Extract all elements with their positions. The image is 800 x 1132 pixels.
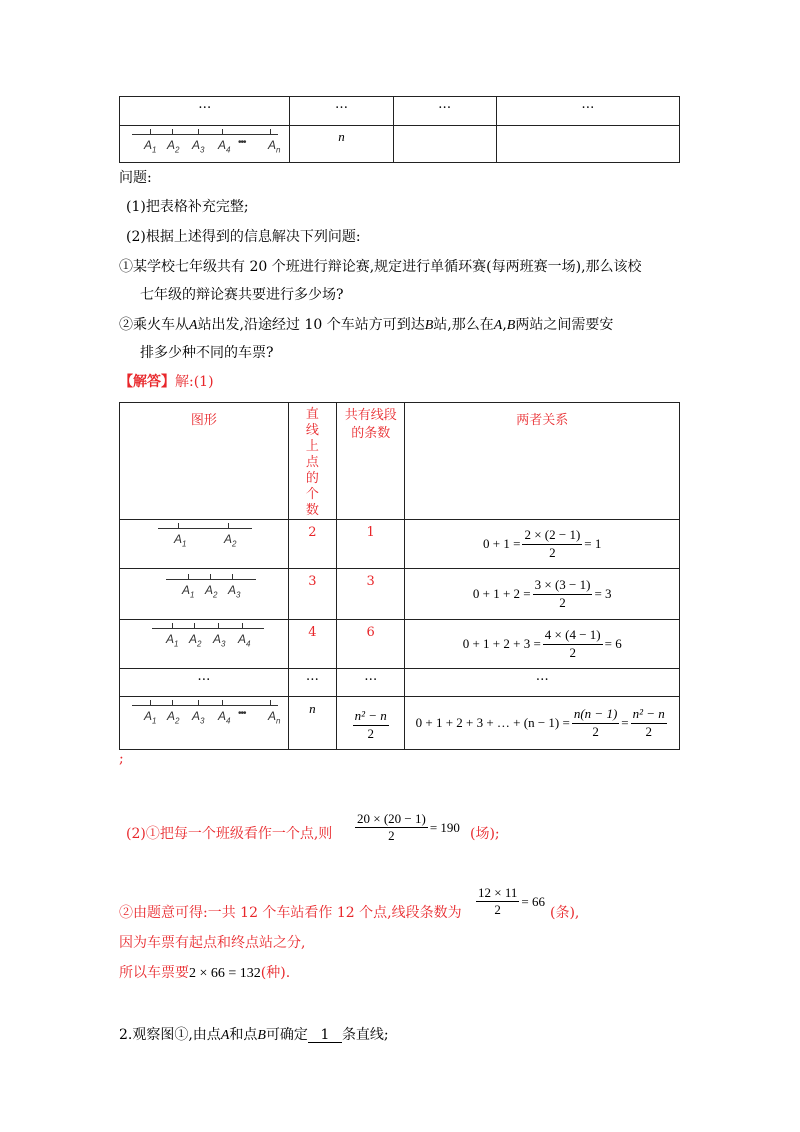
answer-part3-text: ②由题意可得:一共 12 个车站看作 12 个点,线段条数为 (119, 905, 462, 921)
header-segments: 共有线段 的条数 (336, 403, 404, 520)
answer-label-2: 解:(1) (175, 374, 214, 390)
table-cell (290, 126, 393, 163)
ellipsis-text: … (334, 97, 348, 112)
table-cell (496, 126, 679, 163)
header-points: 直 线 上 点 的 个 数 (288, 403, 336, 520)
answer-part3-unit: (条), (550, 905, 580, 921)
table-row (120, 697, 680, 750)
answer-part2-unit: (场); (470, 826, 500, 842)
answer-label: 【解答】 (119, 374, 175, 390)
ellipsis-text: … (438, 97, 452, 112)
ellipsis-text: … (198, 97, 212, 112)
top-table (119, 96, 680, 163)
figure-2-points: $A_1$ $A_2$ (120, 520, 289, 569)
table-row (120, 669, 680, 697)
table-cell: … (405, 669, 680, 697)
segments-formula: $\frac{\text{n² − n}}{2}$ (336, 697, 404, 750)
question-2a-line1: ①某学校七年级共有 20 个班进行辩论赛,规定进行单循环赛(每两班赛一场),那么该校 (119, 259, 642, 275)
segments-count: 6 (336, 620, 404, 669)
table-cell (393, 97, 496, 126)
header-relation: 两者关系 (405, 403, 680, 520)
question-1: (1)把表格补充完整; (126, 199, 249, 215)
points-count: n (288, 697, 336, 750)
answer-part3-formula: $\frac{12 \times 11}{2}$ = 66 (478, 885, 545, 918)
figure-4-points: $A_1$ $A_2$ $A_3$ $A_4$ (120, 620, 289, 669)
question-2: (2)根据上述得到的信息解决下列问题: (126, 229, 361, 245)
segments-count: 1 (336, 520, 404, 569)
table-cell (496, 97, 679, 126)
semicolon: ; (119, 751, 124, 767)
relation-formula: 0 + 1 + 2 + 3 + … + (n − 1) = $\frac{n(n - 1)}{2}$ = $\frac{\text{n² − n}}{2}$ (405, 697, 680, 750)
questions-heading: 问题: (119, 170, 152, 186)
table-cell-figure (120, 126, 290, 163)
answer-part4-text: 因为车票有起点和终点站之分, (119, 935, 306, 951)
answer-blank[interactable]: 1 (308, 1028, 342, 1043)
points-line-figure: $A_1$ $A_2$ $A_3$ $A_4$ ••• $A_n$ (120, 126, 289, 162)
question-2b-line1: ②乘火车从A站出发,沿途经过 10 个车站方可到达B站,那么在A,B两站之间需要安 (119, 317, 614, 333)
table-row (120, 126, 680, 163)
points-count: 3 (288, 569, 336, 620)
header-figure: 图形 (120, 403, 289, 520)
answer-table (119, 402, 680, 750)
relation-formula: 0 + 1 + 2 + 3 = $\frac{4 \times (4 - 1)}{2}$ = 6 (405, 620, 680, 669)
relation-formula: 0 + 1 + 2 = $\frac{3 \times (3 - 1)}{2}$ = 3 (405, 569, 680, 620)
answer-part2-formula: $\frac{20 \times (20 - 1)}{2}$ = 190 (357, 811, 460, 844)
table-row (120, 520, 680, 569)
answer-part2-text: (2)①把每一个班级看作一个点,则 (126, 826, 333, 842)
table-cell: … (288, 669, 336, 697)
ellipsis-text: … (581, 97, 595, 112)
figure-3-points: $A_1$ $A_2$ $A_3$ (120, 569, 289, 620)
points-count: 4 (288, 620, 336, 669)
table-cell: … (336, 669, 404, 697)
table-cell (290, 97, 393, 126)
question-2a-line2: 七年级的辩论赛共要进行多少场? (140, 287, 344, 303)
table-row (120, 620, 680, 669)
table-cell (393, 126, 496, 163)
segments-count: 3 (336, 569, 404, 620)
table-cell (120, 97, 290, 126)
table-row (120, 569, 680, 620)
figure-n-points: $A_1$ $A_2$ $A_3$ $A_4$ ••• $A_n$ (120, 697, 289, 750)
table-cell: … (120, 669, 289, 697)
table-header-row (120, 403, 680, 520)
answer-heading (119, 375, 214, 389)
relation-formula: 0 + 1 = $\frac{2 \times (2 - 1)}{2}$ = 1 (405, 520, 680, 569)
question-2b-line2: 排多少种不同的车票? (140, 345, 274, 361)
points-count: 2 (288, 520, 336, 569)
answer-part5: 所以车票要2 × 66 = 132(种). (119, 965, 291, 981)
question-2-next: 2.观察图①,由点A和点B可确定 1 条直线; (119, 1027, 389, 1043)
n-label: n (338, 129, 345, 144)
table-row (120, 97, 680, 126)
